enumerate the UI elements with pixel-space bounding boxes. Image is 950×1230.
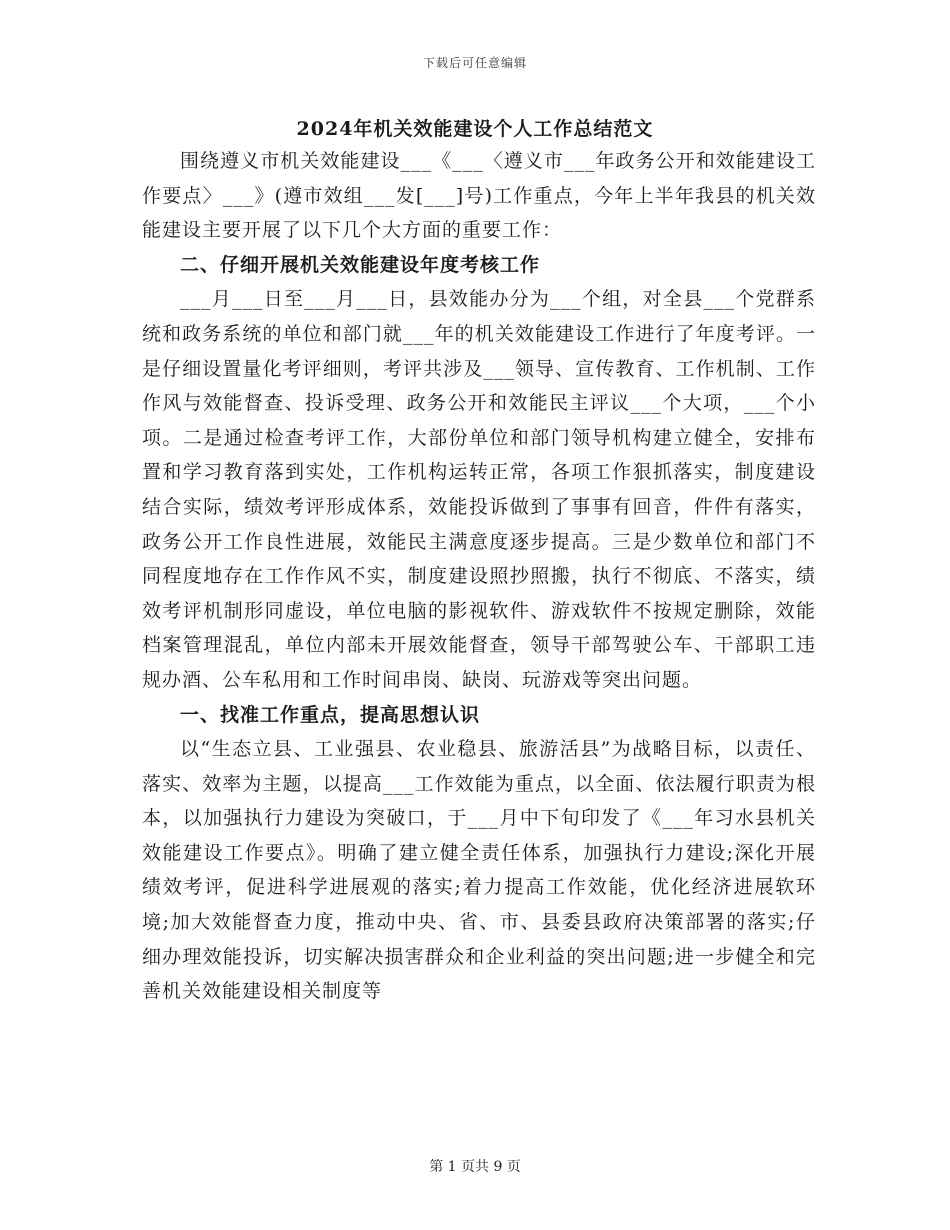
section-1-paragraph: 以“生态立县、工业强县、农业稳县、旅游活县”为战略目标，以责任、落实、效率为主题，以提高___工作效能为重点，以全面、依法履行职责为根本，以加强执行力建设为突破口，于___月中下旬印发了《___年习水县机关效能建设工作要点》。明确了建立健全责任体系，加强执行力建设;深化开展绩效考评，促进科学进展观的落实;着力提高工作效能，优化经济进展软环境;加大效能督查力度，推动中央、省、市、县委县政府决策部署的落实;仔细办理效能投诉，切实解决损害群众和企业利益的突出问题;进一步健全和完善机关效能建设相关制度等	[142, 738, 816, 1003]
document-body	[142, 144, 816, 1009]
section-heading-2: 二、仔细开展机关效能建设年度考核工作	[180, 253, 541, 276]
section-2-paragraph: ___月___日至___月___日，县效能办分为___个组，对全县___个党群系统和政务系统的单位和部门就___年的机关效能建设工作进行了年度考评。一是仔细设置量化考评细则，考评共涉及___领导、宣传教育、工作机制、工作作风与效能督查、投诉受理、政务公开和效能民主评议___个大项，___个小项。二是通过检查考评工作，大部份单位和部门领导机构建立健全，安排布置和学习教育落到实处，工作机构运转正常，各项工作狠抓落实，制度建设结合实际，绩效考评形成体系，效能投诉做到了事事有回音，件件有落实，政务公开工作良性进展，效能民主满意度逐步提高。三是少数单位和部门不同程度地存在工作作风不实，制度建设照抄照搬，执行不彻底、不落实，绩效考评机制形同虚设，单位电脑的影视软件、游戏软件不按规定删除，效能档案管理混乱，单位内部未开展效能督查，领导干部驾驶公车、干部职工违规办酒、公车私用和工作时间串岗、缺岗、玩游戏等突出问题。	[142, 288, 816, 691]
section-heading-1: 一、找准工作重点，提高思想认识	[180, 703, 481, 726]
header-note: 下载后可任意编辑	[422, 56, 527, 70]
document-title: 2024年机关效能建设个人工作总结范文	[296, 118, 654, 140]
intro-paragraph: 围绕遵义市机关效能建设___《___〈遵义市___年政务公开和效能建设工作要点〉___》(遵市效组___发[___]号)工作重点，今年上半年我县的机关效能建设主要开展了以下几个大方面的重要工作：	[142, 150, 816, 242]
page-footer: 第 1 页共 9 页	[429, 1159, 521, 1175]
